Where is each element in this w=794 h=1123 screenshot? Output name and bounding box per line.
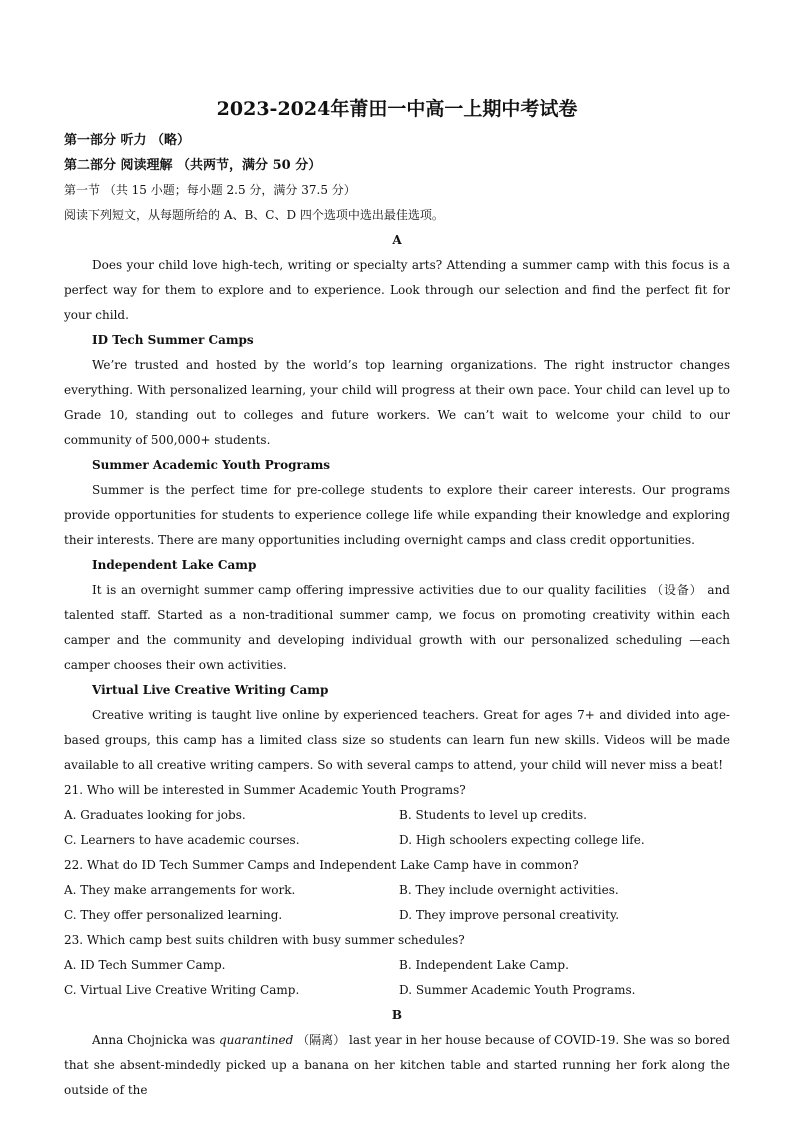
- part2-heading: 第二部分 阅读理解 （共两节，满分 50 分）: [64, 158, 322, 173]
- option-a: A. ID Tech Summer Camp.: [64, 958, 226, 972]
- question-stem: 21. Who will be interested in Summer Academic Youth Programs?: [64, 783, 466, 797]
- italic-term: quarantined: [218, 1033, 294, 1047]
- question-22: [64, 853, 730, 928]
- instruction-text: 阅读下列短文，从每题所给的 A、B、C、D 四个选项中选出最佳选项。: [64, 208, 444, 222]
- question-21: [64, 778, 730, 853]
- passage-b-text-rest: （隔离） last year in her house because of COVID-19. She was so bored that she absent-mindedly picked up a banana on her kitchen table and started running her fork along the outside of the: [64, 1033, 730, 1097]
- answer-options: [64, 953, 730, 1003]
- option-c: C. They offer personalized learning.: [64, 908, 283, 922]
- passage-a-intro: Does your child love high-tech, writing or specialty arts? Attending a summer camp with this focus is a perfect way for them to explore and to experience. Look through our selection and find the perfect fit for your child.: [64, 258, 730, 322]
- camp-heading: Virtual Live Creative Writing Camp: [92, 683, 329, 697]
- question-23: [64, 928, 730, 1003]
- option-d: D. Summer Academic Youth Programs.: [399, 983, 636, 997]
- answer-options: [64, 878, 730, 928]
- passage-b-text-start: Anna Chojnicka was: [92, 1033, 219, 1047]
- camp-description: We’re trusted and hosted by the world’s top learning organizations. The right instructor changes everything. With personalized learning, your child will progress at their own pace. Your child can level up to Grade 10, standing out to colleges and future workers. We can’t wait to welcome your child to our community of 500,000+ students.: [64, 358, 730, 447]
- question-stem: 23. Which camp best suits children with busy summer schedules?: [64, 933, 465, 947]
- part1-heading: 第一部分 听力 （略）: [64, 133, 191, 148]
- camp-description: Summer is the perfect time for pre-college students to explore their career interests. Our programs provide opportunities for students to experience college life while expanding their knowledge and exploring their interests. There are many opportunities including overnight camps and class credit opportunities.: [64, 483, 730, 547]
- option-b: B. Students to level up credits.: [399, 808, 587, 822]
- camp-description: It is an overnight summer camp offering impressive activities due to our quality facilities （设备） and talented staff. Started as a non-traditional summer camp, we focus on promoting creativity within each camper and the community and developing individual growth with our personalized scheduling —each camper chooses their own activities.: [64, 583, 730, 672]
- exam-title: 2023-2024年莆田一中高一上期中考试卷: [216, 98, 578, 120]
- passage-b-text: [64, 1028, 730, 1103]
- camp-heading: ID Tech Summer Camps: [92, 333, 254, 347]
- option-b: B. They include overnight activities.: [399, 883, 619, 897]
- camp-description: Creative writing is taught live online by experienced teachers. Great for ages 7+ and divided into age-based groups, this camp has a limited class size so students can learn fun new skills. Videos will be made available to all creative writing campers. So with several camps to attend, your child will never miss a beat!: [64, 708, 730, 772]
- option-b: B. Independent Lake Camp.: [399, 958, 569, 972]
- option-a: A. Graduates looking for jobs.: [64, 808, 246, 822]
- option-c: C. Learners to have academic courses.: [64, 833, 300, 847]
- answer-options: [64, 803, 730, 853]
- question-stem: 22. What do ID Tech Summer Camps and Independent Lake Camp have in common?: [64, 858, 579, 872]
- option-a: A. They make arrangements for work.: [64, 883, 296, 897]
- passage-b-label: B: [391, 1008, 403, 1022]
- passage-a-label: A: [392, 233, 402, 247]
- camp-heading: Summer Academic Youth Programs: [92, 458, 331, 472]
- option-d: D. They improve personal creativity.: [399, 908, 620, 922]
- option-c: C. Virtual Live Creative Writing Camp.: [64, 983, 300, 997]
- option-d: D. High schoolers expecting college life.: [399, 833, 645, 847]
- section1-heading: 第一节 （共 15 小题；每小题 2.5 分，满分 37.5 分）: [64, 183, 356, 197]
- camp-heading: Independent Lake Camp: [92, 558, 257, 572]
